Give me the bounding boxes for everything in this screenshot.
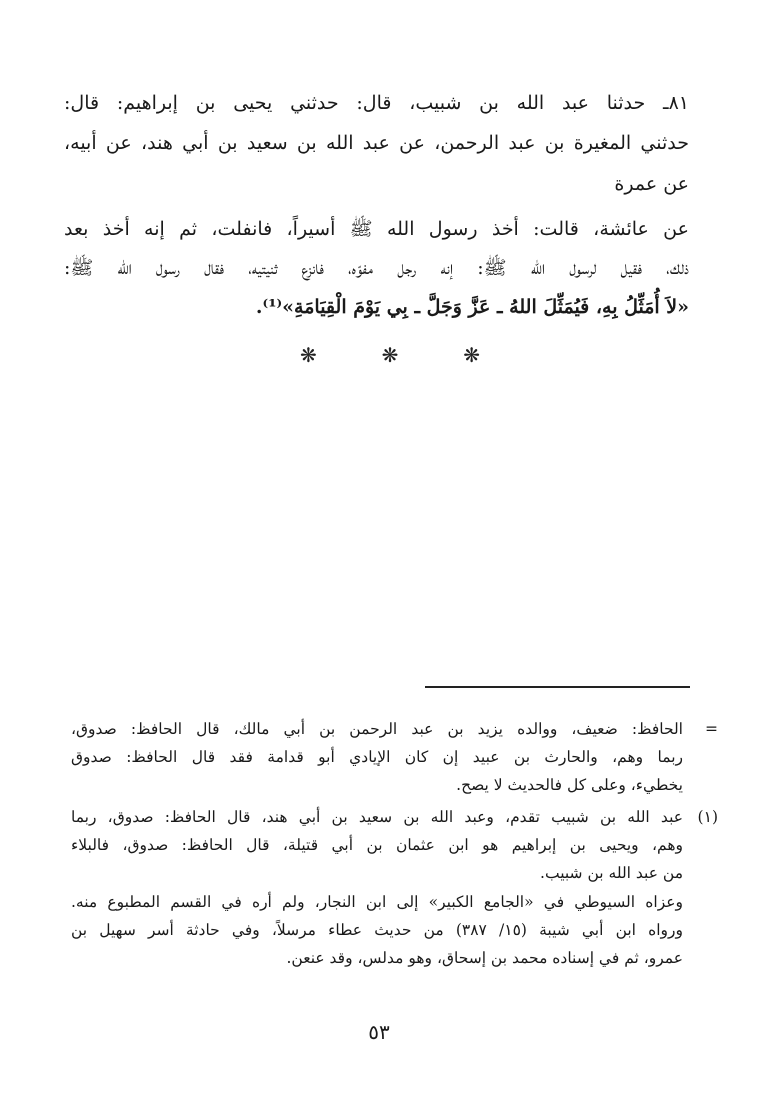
footnote-number: (١)	[697, 808, 718, 826]
footnote-continued-mark: =	[705, 720, 718, 738]
section-separator-stars	[300, 343, 480, 367]
page-number: ٥٣	[368, 1020, 390, 1044]
footnote-line: ربما وهم، والحارث بن عبيد إن كان الإيادي أبو قدامة فقد قال الحافظ: صدوق	[71, 748, 683, 766]
star-ornament-icon: ❋	[463, 343, 480, 367]
hadith-line: عن عائشة، قالت: أخذ رسول الله ﷺ أسيراً، فانفلت، ثم إنه أخذ بعد	[64, 218, 689, 240]
hadith-quote-line: «لاَ أُمَثِّلُ بِهِ، فَيُمَثِّلَ اللهُ ـ عَزَّ وَجَلَّ ـ بِي يَوْمَ الْقِيَامَةِ»⁽¹⁾.	[255, 296, 689, 318]
hadith-line: ٨١ـ حدثنا عبد الله بن شبيب، قال: حدثني يحيى بن إبراهيم: قال:	[64, 92, 689, 114]
footnote-line: وعزاه السيوطي في «الجامع الكبير» إلى ابن النجار، ولم أره في القسم المطبوع منه.	[71, 893, 683, 911]
footnote-line: يخطيء، وعلى كل فالحديث لا يصح.	[456, 776, 683, 794]
footnote-line: وهم، ويحيى بن إبراهيم هو ابن عثمان بن أبي قتيلة، قال الحافظ: صدوق، فالبلاء	[71, 836, 683, 854]
hadith-line: ذلك، فقيل لرسول الله ﷺ: إنه رجل مفوّه، فانزع ثنيتيه، فقال رسول الله ﷺ:	[64, 257, 689, 279]
hadith-line: عن عمرة	[614, 173, 689, 195]
hadith-line: حدثني المغيرة بن عبد الرحمن، عن عبد الله بن سعيد بن أبي هند، عن أبيه،	[64, 132, 689, 154]
footnote-line: من عبد الله بن شبيب.	[540, 864, 683, 882]
star-ornament-icon: ❋	[381, 343, 399, 367]
footnote-line: عبد الله بن شبيب تقدم، وعبد الله بن سعيد بن أبي هند، قال الحافظ: صدوق، ربما	[71, 808, 683, 826]
footnote-line: ورواه ابن أبي شيبة (١٥/ ٣٨٧) من حديث عطاء مرسلاً، وفي حادثة أسر سهيل بن	[71, 921, 684, 939]
footnote-line: الحافظ: ضعيف، ووالده يزيد بن عبد الرحمن بن أبي مالك، قال الحافظ: صدوق،	[71, 720, 683, 738]
star-ornament-icon: ❋	[300, 343, 317, 367]
footnote-line: عمرو، ثم في إسناده محمد بن إسحاق، وهو مدلس، وقد عنعن.	[286, 949, 683, 967]
footnote-separator-line	[425, 686, 690, 688]
